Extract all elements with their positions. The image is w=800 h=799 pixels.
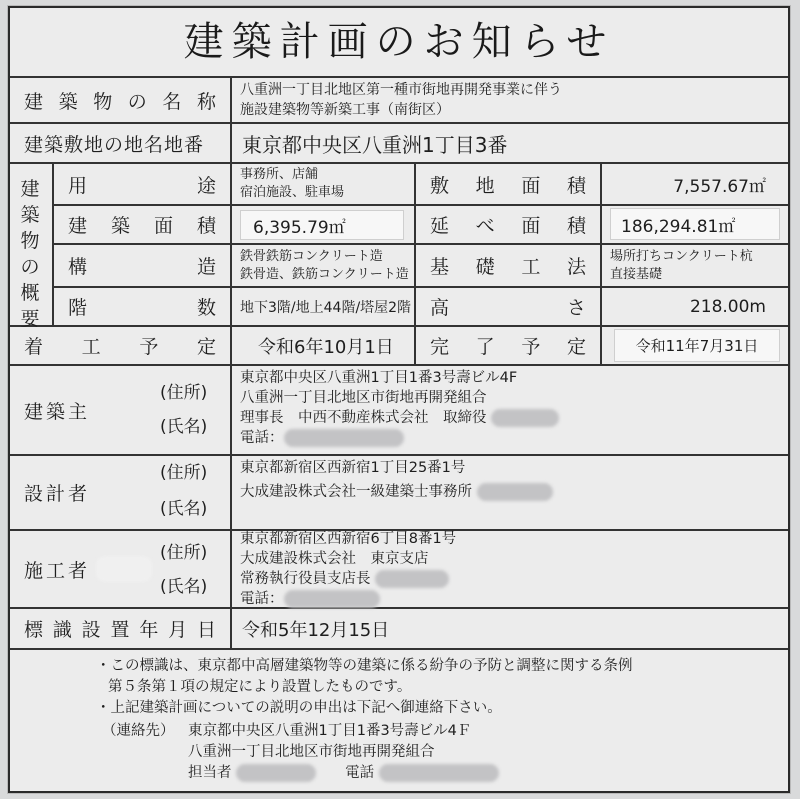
total-floor-area-value: 186,294.81㎡ bbox=[610, 208, 780, 240]
completion-label: 完 了 予 定 bbox=[430, 336, 586, 358]
redacted-name bbox=[491, 409, 559, 427]
structure-value: 鉄骨鉄筋コンクリート造 鉄骨造、鉄筋コンクリート造 bbox=[240, 248, 409, 282]
contractor-address-label: (住所) bbox=[160, 543, 208, 563]
building-area-value: 6,395.79㎡ bbox=[240, 210, 404, 240]
building-name-label: 建 築 物 の 名 称 bbox=[24, 90, 216, 113]
divider bbox=[10, 364, 788, 366]
building-area-label: 建 築 面 積 bbox=[68, 215, 216, 237]
owner-address-label: (住所) bbox=[160, 383, 208, 403]
total-floor-area-label: 延 べ 面 積 bbox=[430, 215, 586, 237]
height-value: 218.00m bbox=[689, 296, 766, 317]
site-area-value: 7,557.67㎡ bbox=[673, 176, 766, 197]
floors-value: 地下3階/地上44階/塔屋2階 bbox=[240, 299, 412, 316]
height-label: 高 さ bbox=[430, 297, 586, 319]
designer-value: 東京都新宿区西新宿1丁目25番1号 大成建設株式会社一級建築士事務所 bbox=[240, 456, 553, 504]
redacted-person bbox=[236, 764, 316, 782]
posted-value: 令和5年12月15日 bbox=[242, 619, 390, 641]
posted-label: 標 識 設 置 年 月 日 bbox=[24, 619, 216, 641]
site-address-value: 東京都中央区八重洲1丁目3番 bbox=[242, 132, 508, 157]
contractor-label: 施工者 bbox=[24, 531, 152, 607]
divider bbox=[10, 648, 788, 650]
contractor-name-label: (氏名) bbox=[160, 577, 208, 597]
redacted-phone bbox=[284, 590, 380, 608]
foundation-value: 場所打ちコンクリート杭 直接基礎 bbox=[610, 248, 753, 282]
usage-label: 用 途 bbox=[68, 174, 216, 197]
redacted-mark bbox=[96, 556, 152, 582]
contractor-value: 東京都新宿区西新宿6丁目8番1号 大成建設株式会社 東京支店 常務執行役員支店長 電話： bbox=[240, 531, 457, 607]
site-area-label: 敷 地 面 積 bbox=[430, 174, 586, 197]
designer-address-label: (住所) bbox=[160, 463, 208, 483]
owner-name-label: (氏名) bbox=[160, 417, 208, 437]
page-title: 建築計画のお知らせ bbox=[183, 19, 615, 65]
usage-value: 事務所、店舗 宿泊施設、駐車場 bbox=[240, 167, 345, 200]
designer-name-label: (氏名) bbox=[160, 499, 208, 519]
redacted-phone bbox=[284, 429, 404, 447]
floors-label: 階 数 bbox=[68, 297, 216, 319]
start-label: 着 工 予 定 bbox=[24, 336, 216, 358]
structure-label: 構 造 bbox=[68, 256, 216, 278]
redacted-name bbox=[375, 570, 449, 588]
contact-label: （連絡先） bbox=[102, 723, 175, 739]
designer-label: 設計者 bbox=[24, 483, 91, 505]
redacted-name bbox=[477, 483, 553, 501]
notice-board bbox=[8, 6, 790, 793]
note-1: ・この標識は、東京都中高層建築物等の建築に係る紛争の予防と調整に関する条例 第５条第１項の規定により設置したものです。 ・上記建築計画についての説明の申出は下記へ御連絡下さい。 bbox=[96, 658, 633, 716]
building-name-value: 八重洲一丁目北地区第一種市街地再開発事業に伴う 施設建築物等新築工事（南街区） bbox=[240, 82, 562, 118]
contact-info: 東京都中央区八重洲1丁目1番3号壽ビル4Ｆ 八重洲一丁目北地区市街地再開発組合 担当者 電話 bbox=[188, 721, 499, 784]
owner-label: 建築主 bbox=[24, 400, 91, 423]
owner-value: 東京都中央区八重洲1丁目1番3号壽ビル4F 八重洲一丁目北地区市街地再開発組合 理事長 中西不動産株式会社 取締役 電話： bbox=[240, 368, 559, 448]
completion-value: 令和11年7月31日 bbox=[614, 329, 780, 362]
overview-label: 建 築 物 の 概 要 bbox=[20, 178, 40, 330]
redacted-phone bbox=[379, 764, 499, 782]
site-address-label: 建築敷地の地名地番 bbox=[24, 133, 205, 156]
foundation-label: 基 礎 工 法 bbox=[430, 256, 586, 278]
start-value: 令和6年10月1日 bbox=[258, 336, 394, 358]
